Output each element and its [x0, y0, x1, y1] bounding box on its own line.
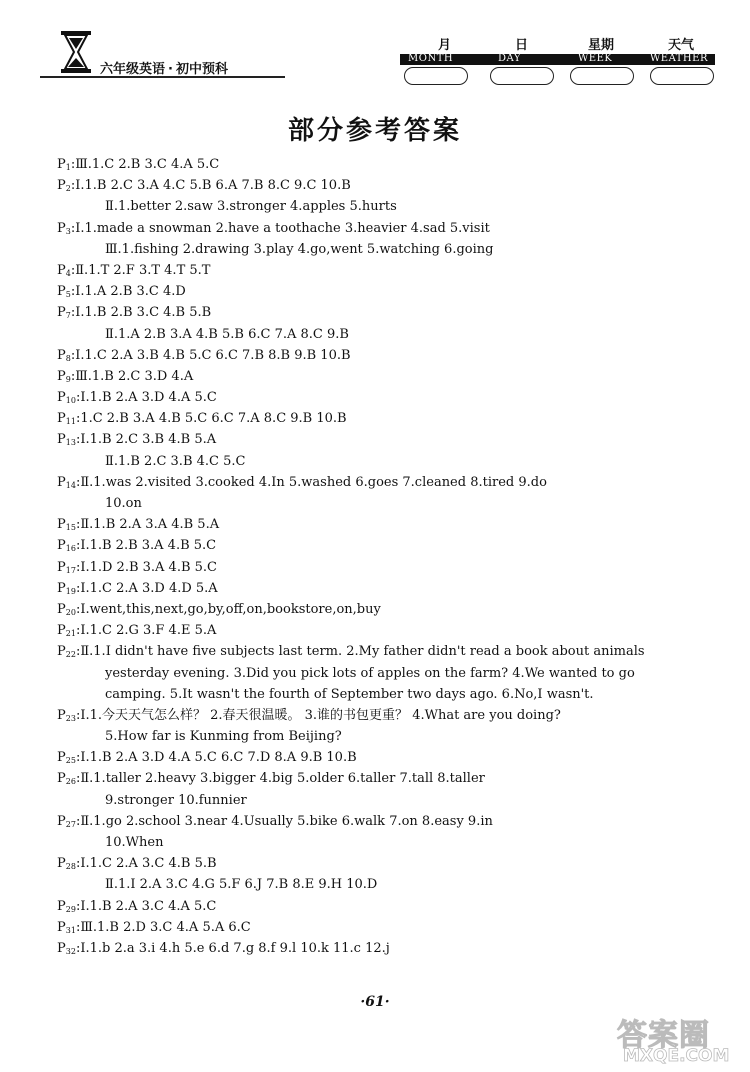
- answer-line: [57, 684, 707, 705]
- answer-text: :Ⅱ.1.go 2.school 3.near 4.Usually 5.bike 6.walk 7.on 8.easy 9.in: [75, 813, 493, 829]
- page-ref: $P_{15}$: [57, 517, 76, 533]
- day-box: [490, 67, 554, 85]
- page-ref: $P_5$: [57, 284, 71, 300]
- answer-text: :Ⅰ.1.B 2.C 3.A 4.C 5.B 6.A 7.B 8.C 9.C 10.B: [70, 178, 351, 194]
- week-box: [570, 67, 634, 85]
- answer-line: [57, 281, 707, 302]
- answer-line: [57, 790, 707, 811]
- answer-list: [57, 154, 707, 959]
- page-header: [0, 0, 750, 90]
- date-bar: [400, 54, 715, 65]
- answer-line: [57, 578, 707, 599]
- answer-line: [57, 429, 707, 450]
- answer-text: :Ⅰ.1.C 2.A 3.B 4.B 5.C 6.C 7.B 8.B 9.B 10.B: [70, 347, 351, 363]
- date-en-week: WEEK: [578, 53, 613, 64]
- answer-line: [57, 408, 707, 429]
- answer-line: [57, 620, 707, 641]
- answer-line: [57, 641, 707, 662]
- answer-text: :Ⅰ.1.B 2.B 3.A 4.B 5.C: [75, 538, 217, 554]
- book-title-main: 六年级英语: [100, 62, 166, 77]
- answer-line: [57, 874, 707, 895]
- page-ref: $P_4$: [57, 262, 71, 278]
- answer-text: :Ⅲ.1.C 2.B 3.C 4.A 5.C: [70, 157, 220, 172]
- page-number: ·61·: [360, 994, 390, 1010]
- page-ref: $P_{25}$: [57, 750, 76, 766]
- page-ref: $P_{14}$: [57, 474, 76, 490]
- answer-text: Ⅱ.1.I 2.A 3.C 4.G 5.F 6.J 7.B 8.E 9.H 10.D: [105, 877, 378, 893]
- answer-text: :Ⅰ.1.B 2.B 3.C 4.B 5.B: [70, 305, 212, 321]
- page-ref: $P_{23}$: [57, 707, 76, 723]
- page-ref: $P_{26}$: [57, 771, 76, 787]
- header-rule: [40, 76, 285, 78]
- answer-text: 10.When: [105, 835, 164, 850]
- answer-line: [57, 218, 707, 239]
- answer-line: [57, 535, 707, 556]
- answer-line: [57, 938, 707, 959]
- date-labels: [400, 34, 715, 54]
- page-ref: $P_{22}$: [57, 644, 76, 660]
- answer-text: Ⅱ.1.better 2.saw 3.stronger 4.apples 5.hurts: [105, 199, 397, 215]
- month-box: [404, 67, 468, 85]
- answer-line: [57, 366, 707, 387]
- answer-text: :Ⅲ.1.B 2.C 3.D 4.A: [70, 368, 194, 384]
- date-label-weather: 天气: [668, 38, 695, 53]
- answer-line: [57, 175, 707, 196]
- page-ref: $P_{27}$: [57, 813, 76, 829]
- date-en-day: DAY: [498, 53, 521, 64]
- answer-text: :Ⅰ.1.A 2.B 3.C 4.D: [70, 284, 186, 300]
- answer-line: [57, 493, 707, 514]
- answer-line: [57, 345, 707, 366]
- answer-text: :Ⅰ.1.C 2.A 3.D 4.D 5.A: [75, 580, 218, 596]
- date-en-weather: WEATHER: [650, 53, 708, 64]
- answer-line: [57, 663, 707, 684]
- page-title: 部分参考答案: [287, 116, 462, 146]
- date-boxes: [400, 67, 715, 85]
- answer-line: [57, 832, 707, 853]
- answer-text: :Ⅰ.1.b 2.a 3.i 4.h 5.e 6.d 7.g 8.f 9.l 10.k 11.c 12.j: [75, 940, 390, 956]
- answer-text: :Ⅰ.1.C 2.G 3.F 4.E 5.A: [75, 623, 217, 639]
- answer-line: [57, 154, 707, 175]
- answer-text: :Ⅰ.1.B 2.A 3.D 4.A 5.C: [75, 390, 217, 406]
- answer-text: 10.on: [105, 496, 142, 511]
- answer-line: [57, 324, 707, 345]
- answer-text: :Ⅲ.1.B 2.D 3.C 4.A 5.A 6.C: [75, 919, 251, 935]
- page-ref: $P_3$: [57, 220, 71, 236]
- weather-box: [650, 67, 714, 85]
- answer-line: [57, 239, 707, 260]
- answer-line: [57, 196, 707, 217]
- answer-text: :Ⅱ.1.was 2.visited 3.cooked 4.In 5.washed 6.goes 7.cleaned 8.tired 9.do: [75, 474, 547, 490]
- watermark-en: MXQE.COM: [623, 1046, 730, 1066]
- page-ref: $P_2$: [57, 178, 71, 194]
- answer-line: [57, 747, 707, 768]
- answer-line: [57, 599, 707, 620]
- answer-text: :Ⅰ.1.B 2.A 3.C 4.A 5.C: [75, 898, 217, 914]
- answer-text: :Ⅰ.1.今天天气怎么样？ 2.春天很温暖。 3.谁的书包更重？ 4.What are you doing?: [75, 707, 561, 723]
- watermark-logo: [617, 1010, 742, 1068]
- page-ref: $P_{29}$: [57, 898, 76, 914]
- page-ref: $P_{32}$: [57, 940, 76, 956]
- page-ref: $P_{10}$: [57, 390, 76, 406]
- answer-line: [57, 514, 707, 535]
- book-title: [100, 58, 228, 77]
- watermark-cn: 答案圈: [617, 1018, 710, 1053]
- answer-text: Ⅱ.1.B 2.C 3.B 4.C 5.C: [105, 453, 246, 469]
- answer-text: yesterday evening. 3.Did you pick lots of apples on the farm? 4.We wanted to go: [105, 665, 635, 681]
- answer-line: [57, 917, 707, 938]
- answer-text: :Ⅱ.1.I didn't have five subjects last term. 2.My father didn't read a book about animals: [75, 644, 645, 660]
- answer-line: [57, 472, 707, 493]
- answer-text: :Ⅰ.1.made a snowman 2.have a toothache 3.heavier 4.sad 5.visit: [70, 220, 490, 236]
- page-ref: $P_{16}$: [57, 538, 76, 554]
- answer-line: [57, 451, 707, 472]
- answer-line: [57, 896, 707, 917]
- answer-text: camping. 5.It wasn't the fourth of September two days ago. 6.No,I wasn't.: [105, 686, 594, 702]
- date-label-month: 月: [438, 38, 452, 53]
- page-ref: $P_{17}$: [57, 559, 76, 575]
- page-ref: $P_{31}$: [57, 919, 76, 935]
- answer-text: Ⅱ.1.A 2.B 3.A 4.B 5.B 6.C 7.A 8.C 9.B: [105, 326, 349, 342]
- answer-text: 5.How far is Kunming from Beijing?: [105, 729, 342, 745]
- answer-text: :Ⅰ.went,this,next,go,by,off,on,bookstore,on,buy: [75, 601, 381, 617]
- answer-text: :Ⅰ.1.C 2.A 3.C 4.B 5.B: [75, 856, 217, 872]
- page-ref: $P_{13}$: [57, 432, 76, 448]
- answer-text: :Ⅰ.1.D 2.B 3.A 4.B 5.C: [75, 559, 217, 575]
- page-ref: $P_8$: [57, 347, 71, 363]
- answer-text: :Ⅱ.1.B 2.A 3.A 4.B 5.A: [75, 517, 220, 533]
- answer-text: Ⅲ.1.fishing 2.drawing 3.play 4.go,went 5.watching 6.going: [105, 241, 494, 257]
- title-separator: ·: [168, 62, 173, 77]
- hourglass-icon: [58, 30, 94, 74]
- page-ref: $P_{19}$: [57, 580, 76, 596]
- page-ref: $P_{28}$: [57, 856, 76, 872]
- date-block: [400, 34, 715, 88]
- answer-line: [57, 853, 707, 874]
- answer-line: [57, 768, 707, 789]
- answer-text: 9.stronger 10.funnier: [105, 792, 247, 808]
- answer-text: :Ⅰ.1.B 2.A 3.D 4.A 5.C 6.C 7.D 8.A 9.B 10.B: [75, 750, 357, 766]
- page-ref: $P_7$: [57, 305, 71, 321]
- answer-text: :Ⅱ.1.taller 2.heavy 3.bigger 4.big 5.older 6.taller 7.tall 8.taller: [75, 771, 485, 787]
- answer-line: [57, 726, 707, 747]
- answer-text: :Ⅱ.1.T 2.F 3.T 4.T 5.T: [70, 262, 211, 278]
- date-label-day: 日: [515, 38, 529, 53]
- page-ref: $P_{20}$: [57, 601, 76, 617]
- answer-line: [57, 557, 707, 578]
- answer-text: :1.C 2.B 3.A 4.B 5.C 6.C 7.A 8.C 9.B 10.B: [75, 411, 347, 427]
- answer-line: [57, 811, 707, 832]
- answer-line: [57, 260, 707, 281]
- date-label-week: 星期: [588, 38, 615, 53]
- page-ref: $P_1$: [57, 157, 71, 172]
- date-en-month: MONTH: [408, 53, 454, 64]
- answer-line: [57, 302, 707, 323]
- answer-text: :Ⅰ.1.B 2.C 3.B 4.B 5.A: [75, 432, 217, 448]
- book-subtitle: 初中预科: [175, 62, 228, 77]
- answer-line: [57, 387, 707, 408]
- page-ref: $P_{11}$: [57, 411, 76, 427]
- page-ref: $P_9$: [57, 368, 71, 384]
- page-ref: $P_{21}$: [57, 623, 76, 639]
- answer-line: [57, 705, 707, 726]
